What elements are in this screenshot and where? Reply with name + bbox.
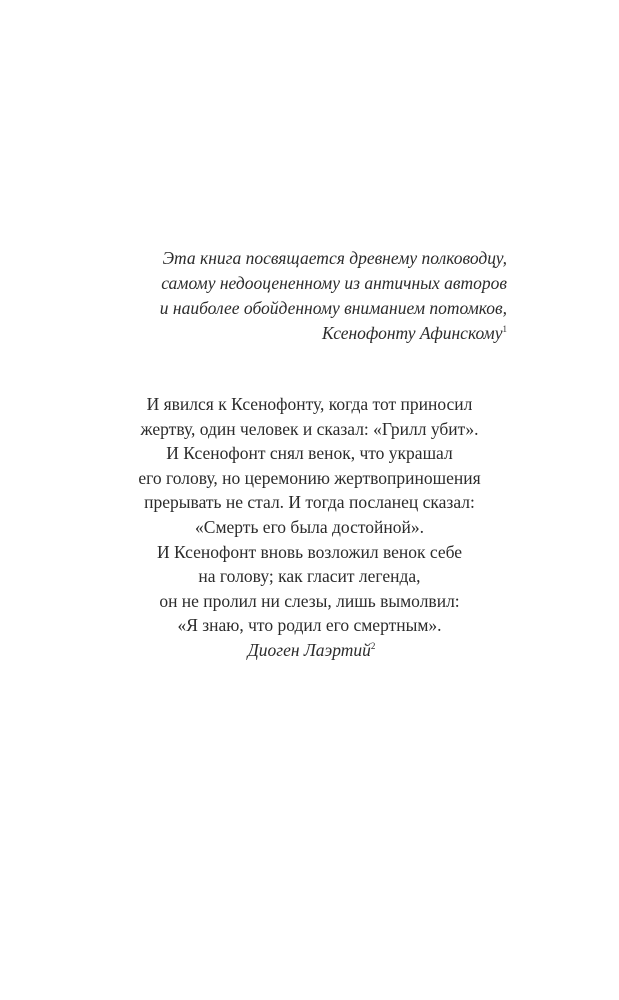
epigraph-line: «Я знаю, что родил его смертным». xyxy=(177,615,442,636)
epigraph-attribution: Диоген Лаэртий xyxy=(247,639,371,660)
epigraph-line: И Ксенофонт снял венок, что украшал xyxy=(166,443,453,464)
dedication xyxy=(87,246,507,346)
epigraph-line: он не пролил ни слезы, лишь вымолвил: xyxy=(159,590,460,611)
epigraph-line: И явился к Ксенофонту, когда тот приносил xyxy=(146,394,473,414)
dedication-line: самому недооцененному из античных авторов xyxy=(161,273,507,293)
epigraph-line: И Ксенофонт вновь возложил венок себе xyxy=(156,541,463,562)
dedication-line: и наиболее обойденному вниманием потомков, xyxy=(159,298,507,318)
epigraph-line: жертву, один человек и сказал: «Грилл убит». xyxy=(140,418,479,439)
dedication-name: Ксенофонту Афинскому xyxy=(322,323,503,343)
footnote-mark-2[interactable]: 2 xyxy=(370,640,376,651)
epigraph-line: прерывать не стал. И тогда посланец сказал: xyxy=(144,492,475,513)
epigraph-line: на голову; как гласит легенда, xyxy=(198,566,421,587)
epigraph-line: его голову, но церемонию жертвоприношения xyxy=(138,467,481,488)
dedication-line-last xyxy=(87,321,507,346)
dedication-line: Эта книга посвящается древнему полководцу, xyxy=(162,248,507,268)
footnote-mark-1[interactable]: 1 xyxy=(502,324,507,334)
epigraph-attribution-line xyxy=(0,638,619,663)
epigraph xyxy=(0,392,619,663)
epigraph-line: «Смерть его была достойной». xyxy=(195,516,424,537)
